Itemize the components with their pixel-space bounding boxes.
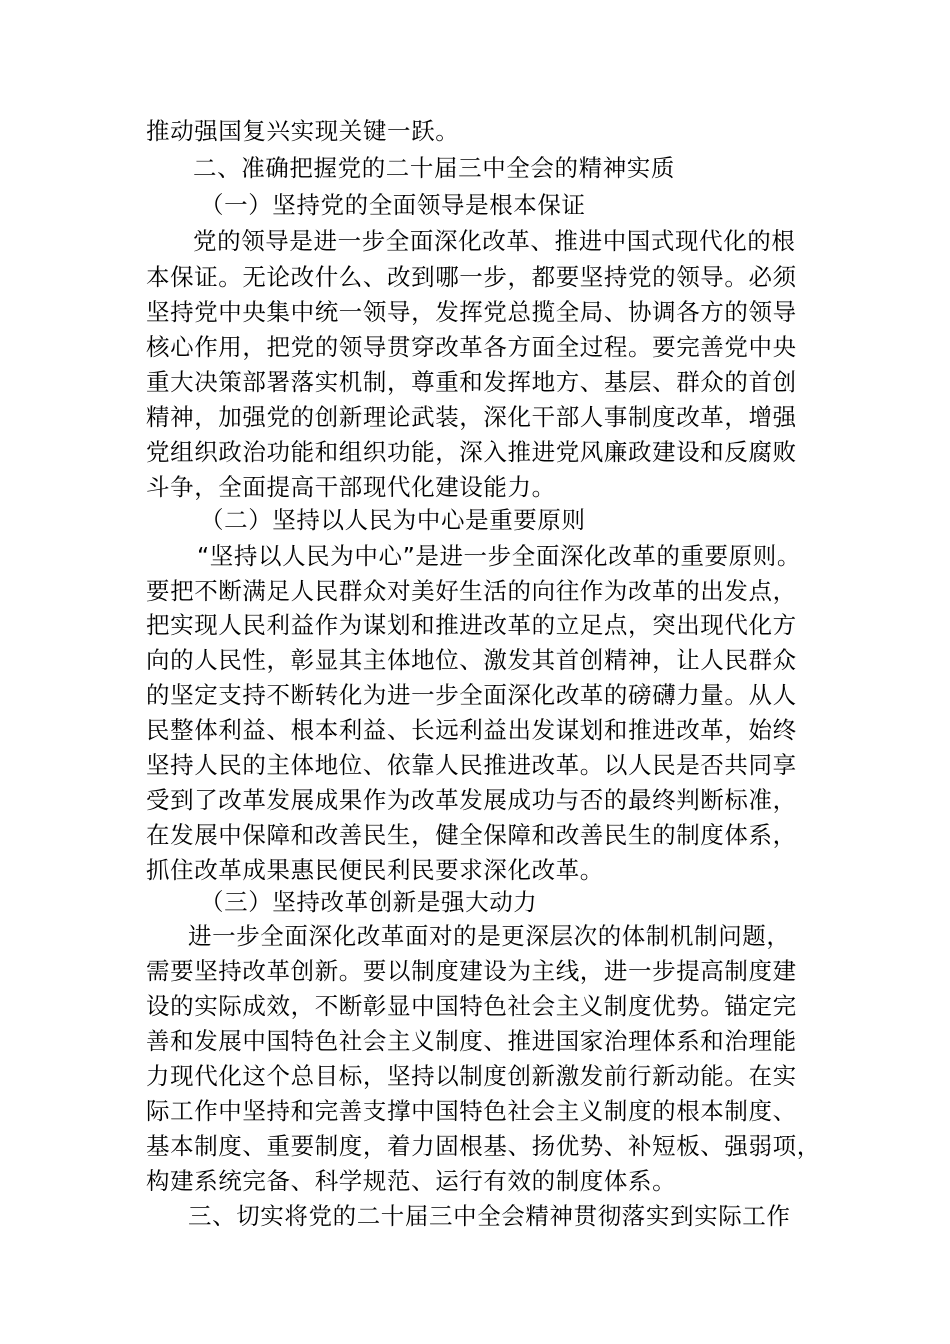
- paragraph-line: 的坚定支持不断转化为进一步全面深化改革的磅礴力量。从人: [146, 681, 797, 709]
- paragraph-line: 核心作用，把党的领导贯穿改革各方面全过程。要完善党中央: [146, 333, 797, 361]
- paragraph-line: 际工作中坚持和完善支撑中国特色社会主义制度的根本制度、: [146, 1097, 797, 1125]
- paragraph-line: 民整体利益、根本利益、长远利益出发谋划和推进改革，始终: [146, 716, 797, 744]
- paragraph-line: 善和发展中国特色社会主义制度、推进国家治理体系和治理能: [146, 1027, 797, 1055]
- paragraph-line: 把实现人民利益作为谋划和推进改革的立足点，突出现代化方: [146, 611, 797, 639]
- paragraph-line: 在发展中保障和改善民生，健全保障和改善民生的制度体系，: [146, 821, 797, 849]
- paragraph-line: 党的领导是进一步全面深化改革、推进中国式现代化的根: [193, 227, 796, 255]
- paragraph-line: 斗争，全面提高干部现代化建设能力。: [146, 473, 556, 501]
- paragraph-line: 坚持党中央集中统一领导，发挥党总揽全局、协调各方的领导: [146, 298, 797, 326]
- paragraph-line: 坚持人民的主体地位、依靠人民推进改革。以人民是否共同享: [146, 751, 797, 779]
- subsection-heading: （一）坚持党的全面领导是根本保证: [200, 191, 586, 219]
- paragraph-line: 设的实际成效，不断彰显中国特色社会主义制度优势。锚定完: [146, 992, 797, 1020]
- paragraph-line: 精神，加强党的创新理论武装，深化干部人事制度改革，增强: [146, 403, 797, 431]
- paragraph-line: 基本制度、重要制度，着力固根基、扬优势、补短板、强弱项，: [146, 1132, 821, 1160]
- paragraph-line: 构建系统完备、科学规范、运行有效的制度体系。: [146, 1167, 677, 1195]
- paragraph-line: “坚持以人民为中心”是进一步全面深化改革的重要原则。: [197, 542, 801, 570]
- paragraph-line: 向的人民性，彰显其主体地位、激发其首创精神，让人民群众: [146, 646, 797, 674]
- paragraph-line: 本保证。无论改什么、改到哪一步，都要坚持党的领导。必须: [146, 263, 797, 291]
- paragraph-line: 抓住改革成果惠民便民利民要求深化改革。: [146, 856, 604, 884]
- paragraph-line: 受到了改革发展成果作为改革发展成功与否的最终判断标准，: [146, 786, 797, 814]
- paragraph-line: 重大决策部署落实机制，尊重和发挥地方、基层、群众的首创: [146, 368, 797, 396]
- paragraph-line: 党组织政治功能和组织功能，深入推进党风廉政建设和反腐败: [146, 438, 797, 466]
- paragraph-line: 推动强国复兴实现关键一跃。: [146, 117, 460, 145]
- paragraph-line: 力现代化这个总目标，坚持以制度创新激发前行新动能。在实: [146, 1062, 797, 1090]
- subsection-heading: （三）坚持改革创新是强大动力: [200, 888, 538, 916]
- section-heading: 二、准确把握党的二十届三中全会的精神实质: [193, 154, 675, 182]
- paragraph-line: 要把不断满足人民群众对美好生活的向往作为改革的出发点，: [146, 577, 797, 605]
- paragraph-line: 需要坚持改革创新。要以制度建设为主线，进一步提高制度建: [146, 957, 797, 985]
- paragraph-line: 进一步全面深化改革面对的是更深层次的体制机制问题，: [188, 922, 791, 950]
- subsection-heading: （二）坚持以人民为中心是重要原则: [200, 506, 586, 534]
- section-heading: 三、切实将党的二十届三中全会精神贯彻落实到实际工作: [188, 1202, 791, 1230]
